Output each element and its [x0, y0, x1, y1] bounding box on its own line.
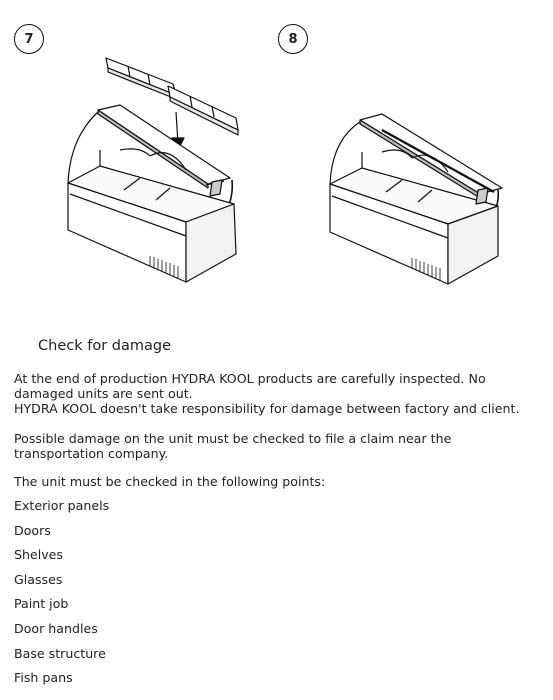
- list-item: Glasses: [14, 571, 63, 587]
- paragraph-checkpoints-intro: The unit must be checked in the following points:: [14, 474, 326, 489]
- section-heading: Check for damage: [38, 338, 171, 354]
- step-number: 7: [24, 31, 34, 47]
- list-item: Paint job: [14, 596, 69, 612]
- step-number: 8: [288, 31, 298, 47]
- paragraph-inspection: At the end of production HYDRA KOOL products are carefully inspected. No damaged units are sent out.: [14, 371, 486, 401]
- list-item: Shelves: [14, 547, 63, 563]
- checklist: [14, 497, 109, 694]
- figure-step-8: [276, 0, 553, 300]
- list-item: Doors: [14, 522, 51, 538]
- display-case-drawing: [0, 0, 276, 300]
- list-item: Exterior panels: [14, 498, 110, 513]
- paragraph-claim: Possible damage on the unit must be checked to file a claim near the transportation company.: [14, 431, 452, 461]
- figure-step-7: [0, 0, 276, 300]
- list-item: Door handles: [14, 620, 98, 636]
- list-item: Fish pans: [14, 670, 73, 686]
- list-item: Base structure: [14, 645, 106, 661]
- display-case-drawing: [276, 0, 553, 300]
- paragraph-responsibility: HYDRA KOOL doesn't take responsibility for damage between factory and client.: [14, 401, 520, 416]
